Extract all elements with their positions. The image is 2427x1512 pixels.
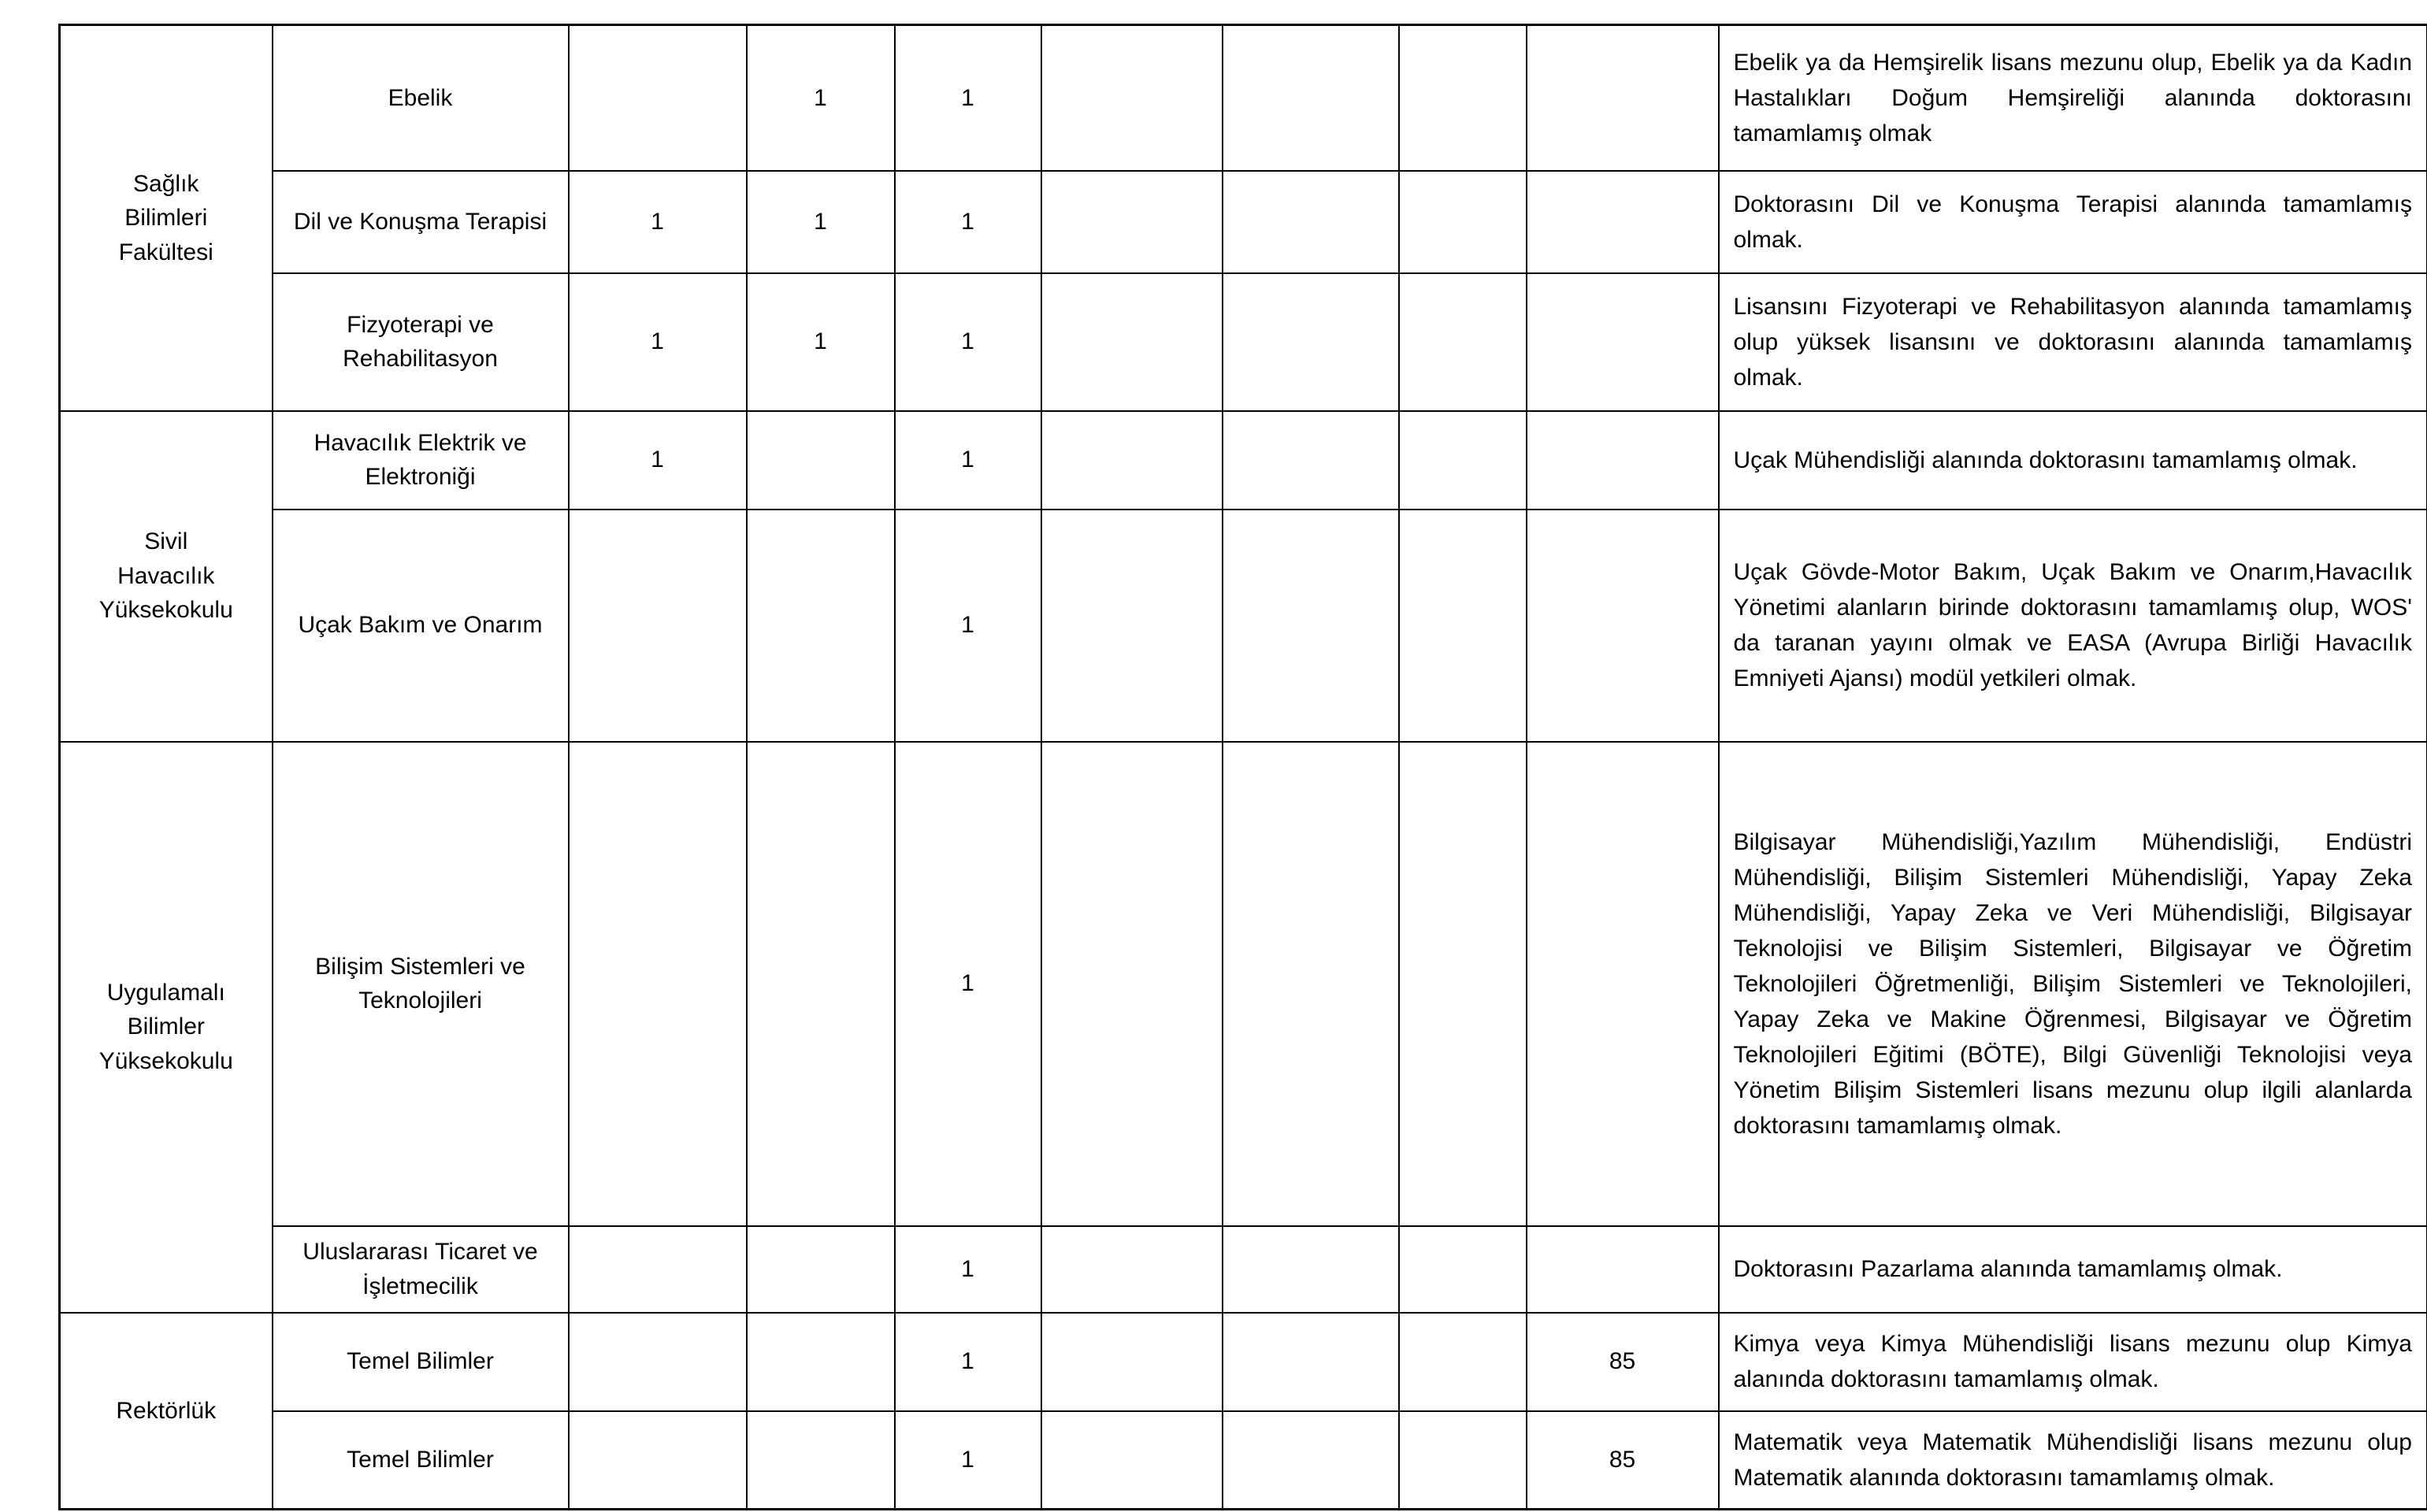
count-cell xyxy=(1399,25,1527,171)
count-cell: 1 xyxy=(895,510,1041,742)
department-cell: Havacılık Elektrik ve Elektroniği xyxy=(273,411,569,510)
requirements-cell: Doktorasını Pazarlama alanında tamamlamış olmak. xyxy=(1719,1226,2427,1313)
table-row xyxy=(60,1411,2427,1510)
count-cell xyxy=(747,1411,895,1510)
faculty-cell: Sivil Havacılık Yüksekokulu xyxy=(60,411,273,742)
academic-positions-table xyxy=(58,24,2427,1510)
count-cell: 1 xyxy=(895,742,1041,1226)
count-cell xyxy=(1041,25,1223,171)
requirements-cell: Lisansını Fizyoterapi ve Rehabilitasyon alanında tamamlamış olup yüksek lisansını ve doktorasını alanında tamamlamış olmak. xyxy=(1719,273,2427,411)
count-cell xyxy=(747,1313,895,1411)
count-cell xyxy=(1527,1226,1719,1313)
table-row xyxy=(60,25,2427,171)
count-cell: 1 xyxy=(895,171,1041,273)
count-cell: 1 xyxy=(895,273,1041,411)
table-row xyxy=(60,1313,2427,1411)
count-cell xyxy=(1223,1226,1399,1313)
requirements-cell: Doktorasını Dil ve Konuşma Terapisi alanında tamamlamış olmak. xyxy=(1719,171,2427,273)
count-cell: 1 xyxy=(895,1411,1041,1510)
count-cell xyxy=(1399,510,1527,742)
count-cell xyxy=(1041,1313,1223,1411)
count-cell xyxy=(569,1313,747,1411)
count-cell: 1 xyxy=(895,411,1041,510)
table-row xyxy=(60,411,2427,510)
count-cell xyxy=(1527,171,1719,273)
count-cell: 1 xyxy=(747,25,895,171)
count-cell: 1 xyxy=(747,171,895,273)
count-cell xyxy=(1527,25,1719,171)
department-cell: Ebelik xyxy=(273,25,569,171)
count-cell xyxy=(569,742,747,1226)
count-cell: 1 xyxy=(895,1226,1041,1313)
faculty-cell: Rektörlük xyxy=(60,1313,273,1510)
count-cell xyxy=(1041,1226,1223,1313)
count-cell xyxy=(1041,1411,1223,1510)
count-cell xyxy=(1223,1313,1399,1411)
requirements-cell: Uçak Mühendisliği alanında doktorasını tamamlamış olmak. xyxy=(1719,411,2427,510)
count-cell xyxy=(1399,411,1527,510)
count-cell xyxy=(1041,742,1223,1226)
requirements-cell: Uçak Gövde-Motor Bakım, Uçak Bakım ve Onarım,Havacılık Yönetimi alanların birinde doktorasını tamamlamış olup, WOS' da taranan yayını olmak ve EASA (Avrupa Birliği Havacılık Emniyeti Ajansı) modül yetkileri olmak. xyxy=(1719,510,2427,742)
count-cell xyxy=(1527,273,1719,411)
count-cell xyxy=(569,1226,747,1313)
document-page xyxy=(58,24,2427,1510)
requirements-cell: Kimya veya Kimya Mühendisliği lisans mezunu olup Kimya alanında doktorasını tamamlamış olmak. xyxy=(1719,1313,2427,1411)
count-cell xyxy=(747,1226,895,1313)
count-cell xyxy=(1223,510,1399,742)
table-row xyxy=(60,273,2427,411)
table-row xyxy=(60,742,2427,1226)
table-row xyxy=(60,1226,2427,1313)
count-cell xyxy=(1527,742,1719,1226)
count-cell xyxy=(1223,273,1399,411)
department-cell: Bilişim Sistemleri ve Teknolojileri xyxy=(273,742,569,1226)
count-cell xyxy=(1223,742,1399,1226)
faculty-cell: Uygulamalı Bilimler Yüksekokulu xyxy=(60,742,273,1313)
count-cell xyxy=(1223,411,1399,510)
count-cell: 85 xyxy=(1527,1313,1719,1411)
requirements-cell: Bilgisayar Mühendisliği,Yazılım Mühendisliği, Endüstri Mühendisliği, Bilişim Sistemleri Mühendisliği, Yapay Zeka Mühendisliği, Yapay Zeka ve Veri Mühendisliği, Bilgisayar Teknolojisi ve Bilişim Sistemleri, Bilgisayar ve Öğretim Teknolojileri Öğretmenliği, Bilişim Sistemleri ve Teknolojileri, Yapay Zeka ve Makine Öğrenmesi, Bilgisayar ve Öğretim Teknolojileri Eğitimi (BÖTE), Bilgi Güvenliği Teknolojisi veya Yönetim Bilişim Sistemleri lisans mezunu olup ilgili alanlarda doktorasını tamamlamış olmak. xyxy=(1719,742,2427,1226)
count-cell xyxy=(1399,1411,1527,1510)
count-cell xyxy=(1527,411,1719,510)
department-cell: Uçak Bakım ve Onarım xyxy=(273,510,569,742)
count-cell: 85 xyxy=(1527,1411,1719,1510)
table-body xyxy=(60,25,2427,1510)
count-cell xyxy=(747,510,895,742)
department-cell: Uluslararası Ticaret ve İşletmecilik xyxy=(273,1226,569,1313)
count-cell xyxy=(1399,1313,1527,1411)
count-cell xyxy=(569,510,747,742)
table-row xyxy=(60,510,2427,742)
count-cell: 1 xyxy=(895,25,1041,171)
count-cell xyxy=(747,411,895,510)
count-cell xyxy=(1041,171,1223,273)
count-cell xyxy=(1399,171,1527,273)
count-cell: 1 xyxy=(569,171,747,273)
requirements-cell: Matematik veya Matematik Mühendisliği lisans mezunu olup Matematik alanında doktorasını tamamlamış olmak. xyxy=(1719,1411,2427,1510)
count-cell xyxy=(1223,171,1399,273)
count-cell xyxy=(747,742,895,1226)
count-cell xyxy=(1041,510,1223,742)
count-cell xyxy=(569,25,747,171)
faculty-cell: Sağlık Bilimleri Fakültesi xyxy=(60,25,273,411)
count-cell xyxy=(1223,1411,1399,1510)
table-row xyxy=(60,171,2427,273)
department-cell: Dil ve Konuşma Terapisi xyxy=(273,171,569,273)
count-cell: 1 xyxy=(569,273,747,411)
count-cell xyxy=(569,1411,747,1510)
requirements-cell: Ebelik ya da Hemşirelik lisans mezunu olup, Ebelik ya da Kadın Hastalıkları Doğum Hemşireliği alanında doktorasını tamamlamış olmak xyxy=(1719,25,2427,171)
count-cell xyxy=(1223,25,1399,171)
count-cell: 1 xyxy=(895,1313,1041,1411)
count-cell xyxy=(1527,510,1719,742)
count-cell xyxy=(1041,411,1223,510)
count-cell xyxy=(1399,742,1527,1226)
count-cell xyxy=(1399,273,1527,411)
department-cell: Fizyoterapi ve Rehabilitasyon xyxy=(273,273,569,411)
department-cell: Temel Bilimler xyxy=(273,1411,569,1510)
count-cell xyxy=(1041,273,1223,411)
count-cell xyxy=(1399,1226,1527,1313)
count-cell: 1 xyxy=(569,411,747,510)
count-cell: 1 xyxy=(747,273,895,411)
department-cell: Temel Bilimler xyxy=(273,1313,569,1411)
